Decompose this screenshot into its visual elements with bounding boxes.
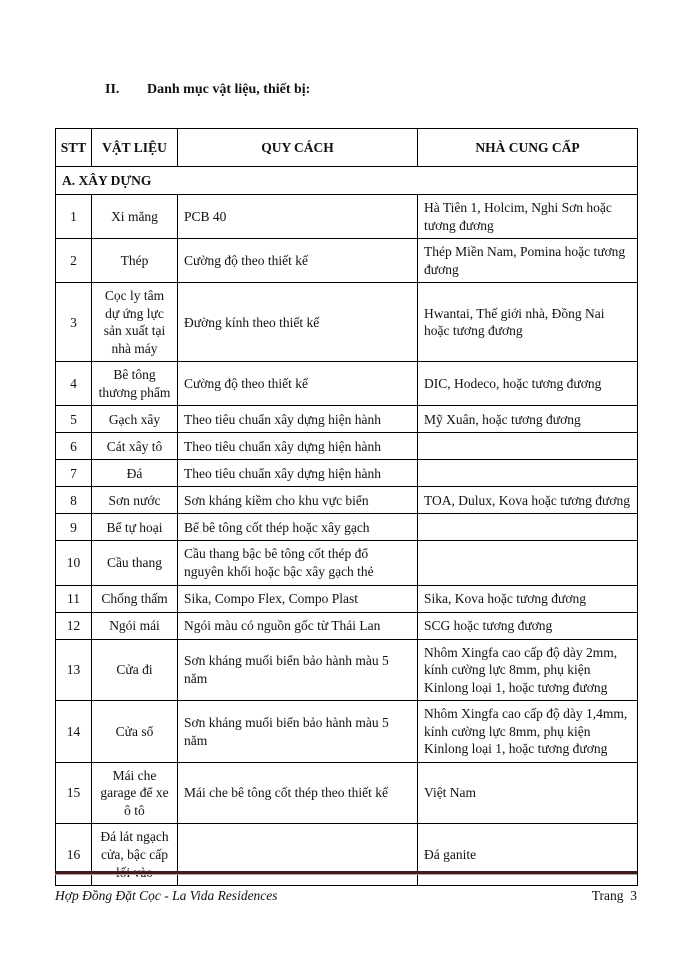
header-vat-lieu: VẬT LIỆU [92, 129, 178, 167]
cell-vat-lieu: Đá lát ngạch cửa, bậc cấp lối vào [92, 824, 178, 886]
header-quy-cach: QUY CÁCH [178, 129, 418, 167]
cell-vat-lieu: Cửa đi [92, 639, 178, 701]
table-row [56, 762, 638, 824]
cell-nha-cung-cap: Hà Tiên 1, Holcim, Nghi Sơn hoặc tương đương [418, 195, 638, 239]
cell-nha-cung-cap: Nhôm Xingfa cao cấp độ dày 1,4mm, kính cường lực 8mm, phụ kiện Kinlong loại 1, hoặc tương đương [418, 701, 638, 763]
cell-vat-lieu: Ngói mái [92, 612, 178, 639]
cell-quy-cach: Sơn kháng kiềm cho khu vực biển [178, 487, 418, 514]
heading-text: Danh mục vật liệu, thiết bị: [147, 82, 311, 97]
cell-vat-lieu: Mái che garage để xe ô tô [92, 762, 178, 824]
cell-stt: 5 [56, 406, 92, 433]
cell-vat-lieu: Thép [92, 239, 178, 283]
cell-stt: 8 [56, 487, 92, 514]
cell-stt: 12 [56, 612, 92, 639]
cell-stt: 16 [56, 824, 92, 886]
cell-quy-cach: Bể bê tông cốt thép hoặc xây gạch [178, 514, 418, 541]
cell-quy-cach: Sơn kháng muối biển bảo hành màu 5 năm [178, 639, 418, 701]
footer-document-title: Hợp Đồng Đặt Cọc - La Vida Residences [55, 888, 278, 903]
table-row [56, 460, 638, 487]
cell-vat-lieu: Đá [92, 460, 178, 487]
cell-stt: 6 [56, 433, 92, 460]
cell-nha-cung-cap: TOA, Dulux, Kova hoặc tương đương [418, 487, 638, 514]
cell-stt: 2 [56, 239, 92, 283]
cell-quy-cach: Theo tiêu chuẩn xây dựng hiện hành [178, 433, 418, 460]
cell-stt: 4 [56, 362, 92, 406]
cell-stt: 13 [56, 639, 92, 701]
header-row [56, 129, 638, 167]
cell-nha-cung-cap [418, 514, 638, 541]
cell-nha-cung-cap: SCG hoặc tương đương [418, 612, 638, 639]
cell-quy-cach: Cường độ theo thiết kế [178, 239, 418, 283]
cell-stt: 7 [56, 460, 92, 487]
table-row [56, 612, 638, 639]
section-label: A. XÂY DỰNG [56, 167, 638, 195]
cell-stt: 10 [56, 541, 92, 585]
cell-nha-cung-cap [418, 433, 638, 460]
cell-stt: 9 [56, 514, 92, 541]
footer-rule [55, 871, 637, 875]
cell-vat-lieu: Bê tông thương phẩm [92, 362, 178, 406]
cell-nha-cung-cap: Sika, Kova hoặc tương đương [418, 585, 638, 612]
cell-quy-cach: Mái che bê tông cốt thép theo thiết kế [178, 762, 418, 824]
cell-nha-cung-cap: DIC, Hodeco, hoặc tương đương [418, 362, 638, 406]
cell-vat-lieu: Cửa sổ [92, 701, 178, 763]
cell-vat-lieu: Cát xây tô [92, 433, 178, 460]
cell-vat-lieu: Sơn nước [92, 487, 178, 514]
cell-nha-cung-cap: Thép Miền Nam, Pomina hoặc tương đương [418, 239, 638, 283]
cell-quy-cach: Cầu thang bậc bê tông cốt thép đổ nguyên khối hoặc bậc xây gạch thẻ [178, 541, 418, 585]
cell-nha-cung-cap [418, 460, 638, 487]
cell-quy-cach: Ngói màu có nguồn gốc từ Thái Lan [178, 612, 418, 639]
cell-vat-lieu: Chống thấm [92, 585, 178, 612]
cell-vat-lieu: Cọc ly tâm dự ứng lực sản xuất tại nhà máy [92, 283, 178, 362]
materials-table [55, 128, 638, 886]
heading-number: II. [105, 82, 120, 97]
cell-quy-cach: Đường kính theo thiết kế [178, 283, 418, 362]
header-nha-cung-cap: NHÀ CUNG CẤP [418, 129, 638, 167]
cell-stt: 11 [56, 585, 92, 612]
cell-stt: 1 [56, 195, 92, 239]
table-row [56, 701, 638, 763]
cell-stt: 14 [56, 701, 92, 763]
cell-nha-cung-cap: Nhôm Xingfa cao cấp độ dày 2mm, kính cường lực 8mm, phụ kiện Kinlong loại 1, hoặc tương đương [418, 639, 638, 701]
table-row [56, 514, 638, 541]
cell-vat-lieu: Xi măng [92, 195, 178, 239]
section-heading [105, 82, 310, 98]
footer-page-number: Trang 3 [591, 888, 637, 903]
cell-quy-cach: Cường độ theo thiết kế [178, 362, 418, 406]
cell-quy-cach: Theo tiêu chuẩn xây dựng hiện hành [178, 460, 418, 487]
table-header [56, 129, 638, 167]
table-row [56, 362, 638, 406]
table-row [56, 487, 638, 514]
table-row [56, 195, 638, 239]
table-row [56, 406, 638, 433]
cell-vat-lieu: Bể tự hoại [92, 514, 178, 541]
table-row [56, 433, 638, 460]
cell-nha-cung-cap: Việt Nam [418, 762, 638, 824]
cell-nha-cung-cap: Đá ganite [418, 824, 638, 886]
cell-stt: 15 [56, 762, 92, 824]
cell-stt: 3 [56, 283, 92, 362]
table-row [56, 239, 638, 283]
cell-quy-cach: PCB 40 [178, 195, 418, 239]
cell-nha-cung-cap: Hwantai, Thế giới nhà, Đồng Nai hoặc tương đương [418, 283, 638, 362]
cell-nha-cung-cap: Mỹ Xuân, hoặc tương đương [418, 406, 638, 433]
section-row [56, 167, 638, 195]
cell-vat-lieu: Cầu thang [92, 541, 178, 585]
cell-nha-cung-cap [418, 541, 638, 585]
table-body [56, 167, 638, 886]
page-footer [55, 871, 637, 904]
table-row [56, 639, 638, 701]
cell-quy-cach: Sika, Compo Flex, Compo Plast [178, 585, 418, 612]
table-row [56, 541, 638, 585]
table-row [56, 585, 638, 612]
cell-quy-cach: Sơn kháng muối biển bảo hành màu 5 năm [178, 701, 418, 763]
table-row [56, 283, 638, 362]
header-stt: STT [56, 129, 92, 167]
cell-quy-cach: Theo tiêu chuẩn xây dựng hiện hành [178, 406, 418, 433]
footer-text [55, 888, 637, 904]
cell-vat-lieu: Gạch xây [92, 406, 178, 433]
